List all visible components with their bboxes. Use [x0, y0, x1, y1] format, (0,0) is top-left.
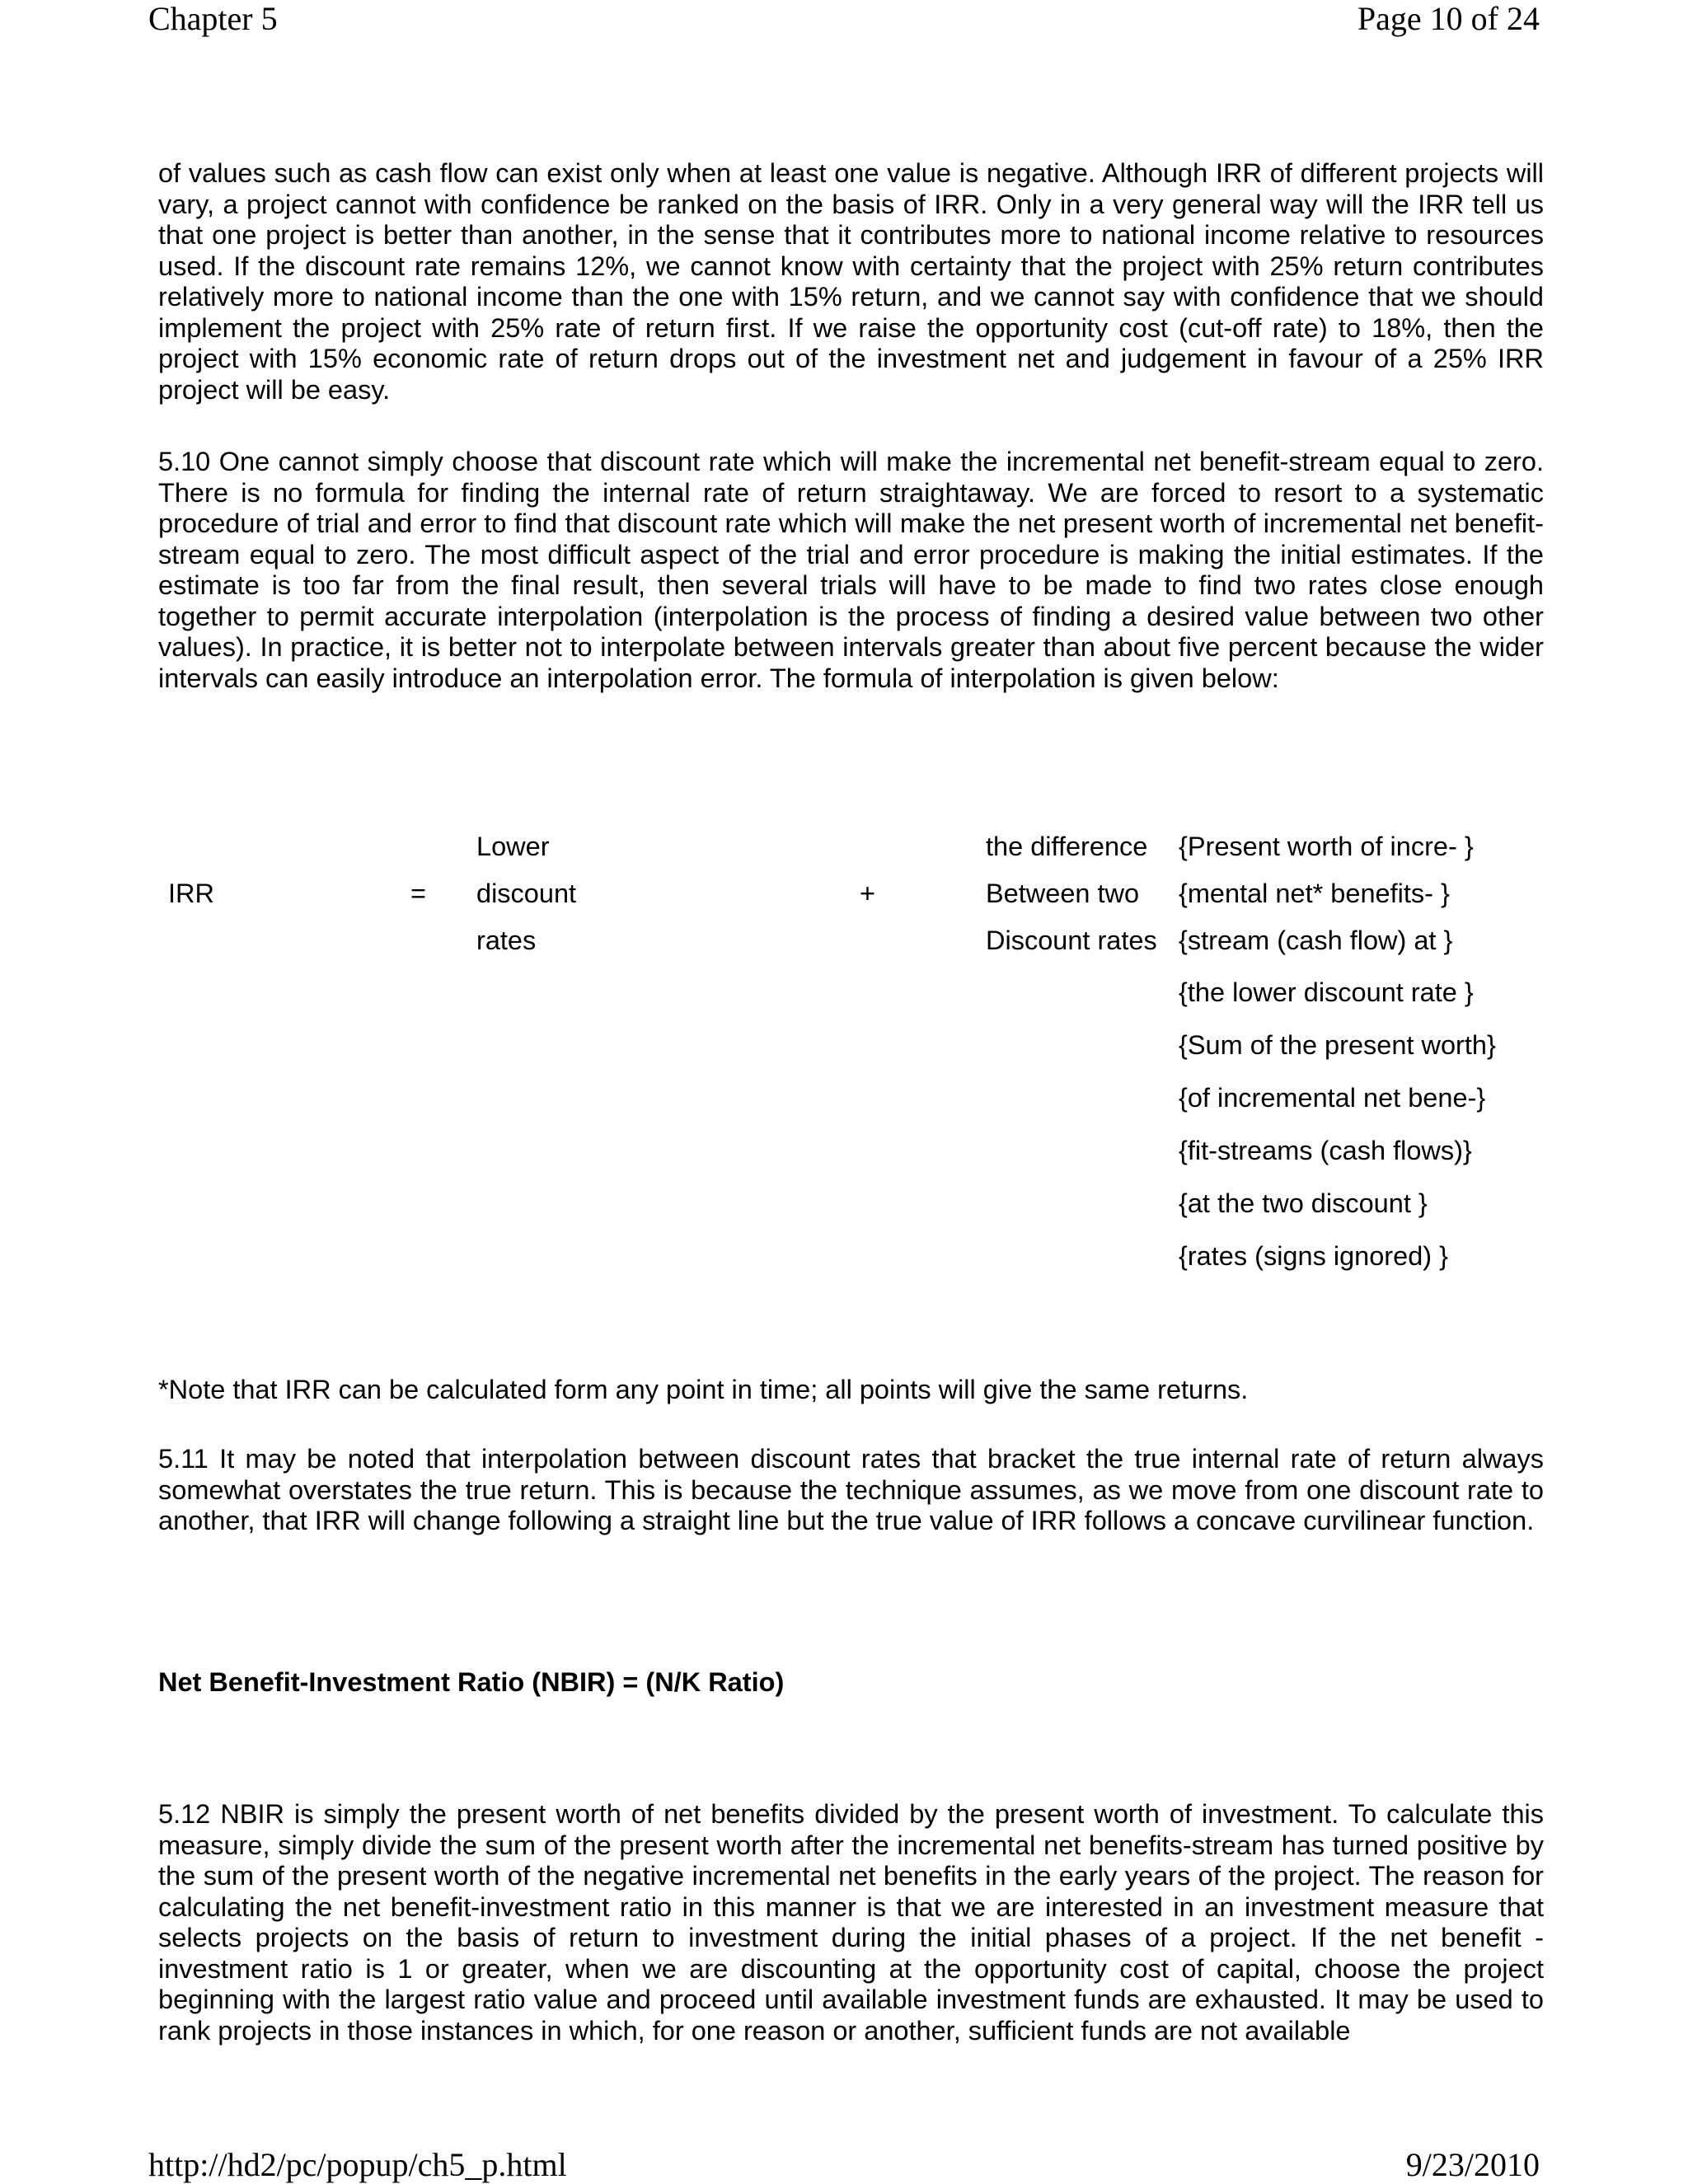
- paragraph-irr-ranking: of values such as cash flow can exist only when at least one value is negative. Although IRR of different projects will vary, a project cannot with confidence be ranked on the basis of IRR. Only in a very general way will the IRR tell us that one project is better than another, in the sense that it contributes more to national income relative to resources used. If the discount rate remains 12%, we cannot know with certainty that the project with 25% return contributes relatively more to national income than the one with 15% return, and we cannot say with confidence that we should implement the project with 25% rate of return first. If we raise the opportunity cost (cut-off rate) to 18%, then the project with 15% economic rate of return drops out of the investment net and judgement in favour of a 25% IRR project will be easy.: [158, 158, 1544, 405]
- formula-lower-line-3: rates: [476, 926, 537, 955]
- formula-denominator-line-5: {rates (signs ignored) }: [1179, 1241, 1448, 1271]
- footer-url: http://hd2/pc/popup/ch5_p.html: [148, 2146, 567, 2183]
- formula-denominator-line-1: {Sum of the present worth}: [1179, 1030, 1496, 1060]
- header-page-number: Page 10 of 24: [1357, 0, 1540, 37]
- footer-date: 9/23/2010: [1405, 2146, 1540, 2183]
- formula-numerator-line-3: {stream (cash flow) at }: [1179, 926, 1453, 955]
- formula-lower-line-2: discount: [476, 879, 577, 908]
- formula-denominator-line-3: {fit-streams (cash flows)}: [1179, 1136, 1472, 1165]
- paragraph-5-12: 5.12 NBIR is simply the present worth of net benefits divided by the present worth of investment. To calculate this measure, simply divide the sum of the present worth after the incremental net benefits-stream has turned positive by the sum of the present worth of the negative incremental net benefits in the early years of the project. The reason for calculating the net benefit-investment ratio in this manner is that we are interested in an investment measure that selects projects on the basis of return to investment during the initial phases of a project. If the net benefit - investment ratio is 1 or greater, when we are discounting at the opportunity cost of capital, choose the project beginning with the largest ratio value and proceed until available investment funds are exhausted. It may be used to rank projects in those instances in which, for one reason or another, sufficient funds are not available: [158, 1799, 1544, 2046]
- formula-plus-sign: +: [860, 879, 875, 908]
- header-chapter: Chapter 5: [148, 0, 278, 37]
- formula-numerator-line-4: {the lower discount rate }: [1179, 977, 1474, 1007]
- formula-lower-line-1: Lower: [476, 832, 550, 861]
- formula-difference-line-3: Discount rates: [986, 926, 1157, 955]
- formula-irr-label: IRR: [168, 879, 214, 908]
- paragraph-5-10: 5.10 One cannot simply choose that discount rate which will make the incremental net benefit-stream equal to zero. There is no formula for finding the internal rate of return straightaway. We are forced to resort to a systematic procedure of trial and error to find that discount rate which will make the net present worth of incremental net benefit-stream equal to zero. The most difficult aspect of the trial and error procedure is making the initial estimates. If the estimate is too far from the final result, then several trials will have to be made to find two rates close enough together to permit accurate interpolation (interpolation is the process of finding a desired value between two other values). In practice, it is better not to interpolate between intervals greater than about five percent because the wider intervals can easily introduce an interpolation error. The formula of interpolation is given below:: [158, 447, 1544, 693]
- formula-denominator-line-4: {at the two discount }: [1179, 1188, 1428, 1218]
- formula-denominator-line-2: {of incremental net bene-}: [1179, 1083, 1486, 1113]
- section-heading-nbir: Net Benefit-Investment Ratio (NBIR) = (N/K Ratio): [158, 1667, 785, 1697]
- formula-difference-line-1: the difference: [986, 832, 1148, 861]
- formula-numerator-line-2: {mental net* benefits- }: [1179, 879, 1450, 908]
- formula-footnote: *Note that IRR can be calculated form any point in time; all points will give the same returns.: [158, 1375, 1249, 1404]
- formula-equals-sign: =: [410, 879, 426, 908]
- formula-numerator-line-1: {Present worth of incre- }: [1179, 832, 1474, 861]
- paragraph-5-11: 5.11 It may be noted that interpolation between discount rates that bracket the true internal rate of return always somewhat overstates the true return. This is because the technique assumes, as we move from one discount rate to another, that IRR will change following a straight line but the true value of IRR follows a concave curvilinear function.: [158, 1444, 1544, 1535]
- formula-difference-line-2: Between two: [986, 879, 1140, 908]
